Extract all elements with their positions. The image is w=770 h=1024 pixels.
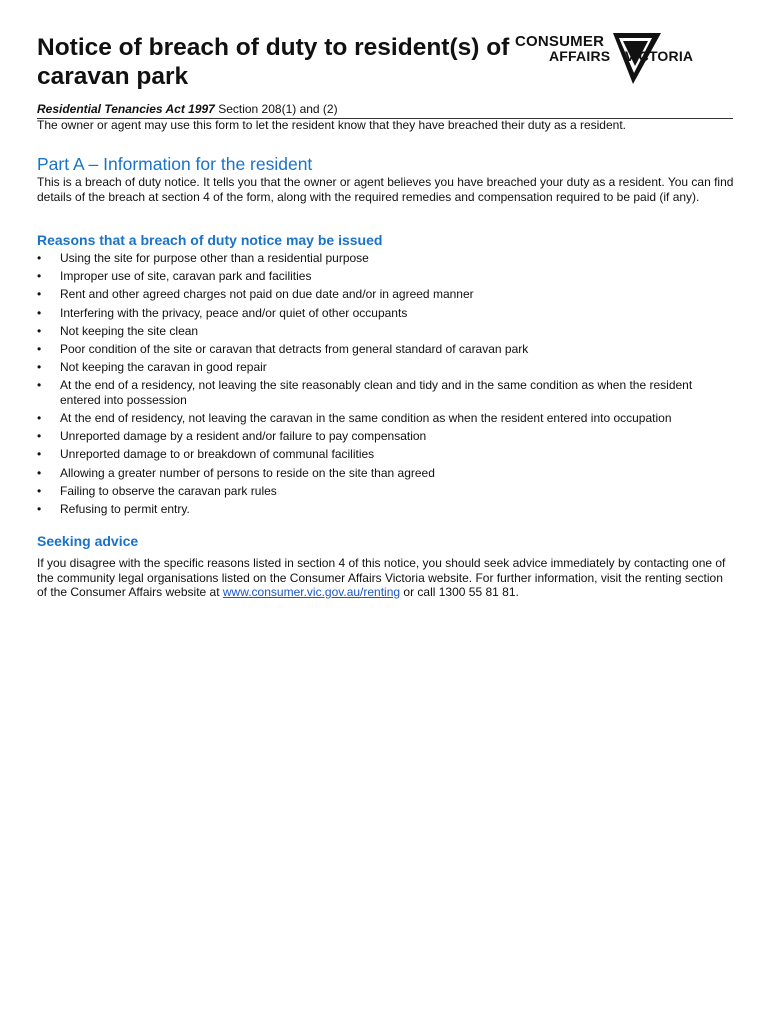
reasons-heading: Reasons that a breach of duty notice may be issued [37,232,383,248]
reason-list-item [37,360,733,375]
reason-text: Allowing a greater number of persons to reside on the site than agreed [60,465,435,480]
reason-list-item [37,324,733,339]
seeking-advice-body [37,556,735,600]
reason-text: Poor condition of the site or caravan that detracts from general standard of caravan park [60,341,529,356]
reason-text: Using the site for purpose other than a residential purpose [60,251,369,265]
bullet-icon: • [37,378,42,393]
reason-text: Improper use of site, caravan park and facilities [60,269,312,284]
reason-text: At the end of a residency, not leaving the site reasonably clean and tidy and in the same condition as when the resident entered into possession [60,378,693,407]
reason-text: At the end of residency, not leaving the caravan in the same condition as when the resident entered into occupation [60,411,672,425]
reason-list-item [37,447,733,462]
logo-line-consumer: CONSUMER [515,33,605,50]
reason-list-item [37,269,733,284]
advice-text-after: or call 1300 55 81 81. [400,585,519,599]
bullet-icon: • [37,269,42,284]
reason-list-item [37,306,733,321]
renting-link[interactable]: www.consumer.vic.gov.au/renting [222,585,401,599]
document-title: Notice of breach of duty to resident(s) of caravan park [37,34,510,90]
reason-text: Unreported damage to or breakdown of communal facilities [60,447,375,462]
bullet-icon: • [37,341,42,356]
reason-text: Failing to observe the caravan park rules [60,483,277,498]
bullet-icon: • [37,323,42,338]
act-section: Section 208(1) and (2) [214,102,338,116]
logo-line-affairs: AFFAIRS [549,48,611,64]
bullet-icon: • [37,305,42,320]
reason-list-item [37,378,733,407]
bullet-icon: • [37,360,42,375]
reason-list-item [37,411,733,426]
reason-list-item [37,287,733,302]
intro-text: The owner or agent may use this form to let the resident know that they have breached their duty as a resident. [37,118,626,132]
bullet-icon: • [37,287,42,302]
seeking-advice-heading: Seeking advice [37,533,139,549]
logo-line-victoria: VICTORIA [625,48,694,64]
reason-list-item [37,466,733,481]
bullet-icon: • [37,447,42,462]
reason-text: Not keeping the caravan in good repair [60,360,267,375]
reason-list-item [37,484,733,499]
reason-text: Interfering with the privacy, peace and/or quiet of other occupants [60,305,408,320]
bullet-icon: • [37,411,42,425]
consumer-affairs-victoria-logo [511,30,711,88]
bullet-icon: • [37,483,42,498]
reason-text: Refusing to permit entry. [60,501,190,516]
reason-text: Unreported damage by a resident and/or failure to pay compensation [60,429,427,444]
reason-list-item [37,342,733,357]
bullet-icon: • [37,465,42,480]
part-a-body: This is a breach of duty notice. It tells you that the owner or agent believes you have breached your duty as a resident. You can find details of the breach at section 4 of the form, along with the required remedies and compensation required to be paid (if any). [37,175,734,204]
act-reference [37,102,733,119]
reasons-list [37,251,733,520]
reason-list-item [37,251,733,266]
bullet-icon: • [37,251,42,265]
reason-list-item [37,502,733,517]
reason-text: Not keeping the site clean [60,323,199,338]
bullet-icon: • [37,429,42,444]
bullet-icon: • [37,501,42,516]
reason-list-item [37,429,733,444]
advice-text-before: If you disagree with the specific reasons listed in section 4 of this notice, you should seek advice immediately by contacting one of the community legal organisations listed on the Consumer Affairs Victoria website. For further information, visit the renting section of the Consumer Affairs website at [37,556,726,599]
reason-text: Rent and other agreed charges not paid on due date and/or in agreed manner [60,287,474,302]
act-name: Residential Tenancies Act 1997 [37,102,215,116]
part-a-heading: Part A – Information for the resident [37,154,313,174]
